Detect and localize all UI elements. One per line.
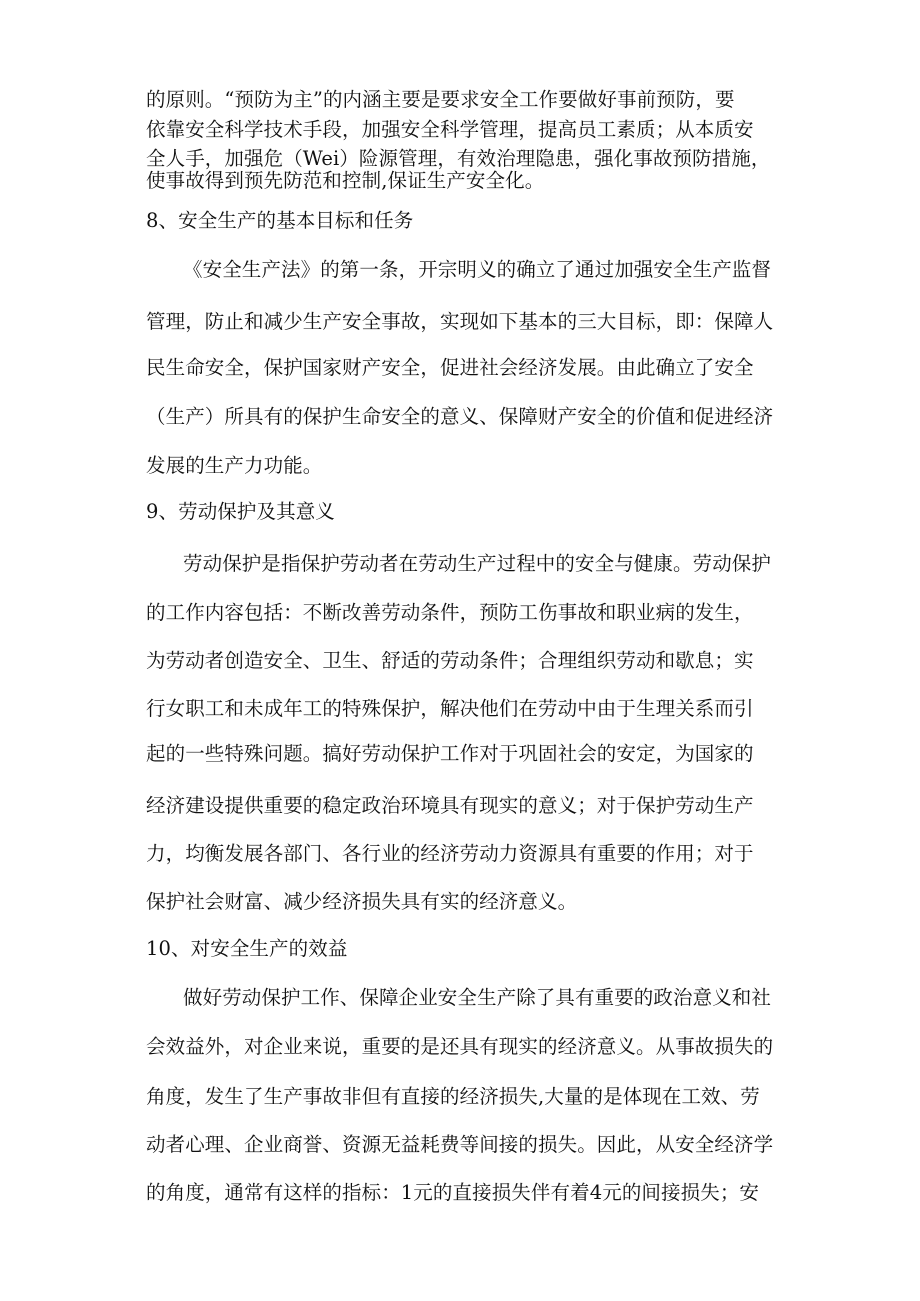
intro-line: 依靠安全科学技术手段，加强安全科学管理，提高员工素质；从本质安 [146,118,754,141]
paragraph-line: 的工作内容包括：不断改善劳动条件，预防工伤事故和职业病的发生， [146,601,754,624]
paragraph-line: 劳动保护是指保护劳动者在劳动生产过程中的安全与健康。劳动保护 [183,552,772,575]
paragraph-line: 会效益外，对企业来说，重要的是还具有现实的经济意义。从事故损失的 [146,1035,774,1058]
paragraph-line: 力，均衡发展各部门、各行业的经济劳动力资源具有重要的作用；对于 [146,842,754,865]
intro-line: 的原则。“预防为主”的内涵主要是要求安全工作要做好事前预防，要 [146,88,735,111]
intro-line: 使事故得到预先防范和控制,保证生产安全化。 [146,169,545,192]
paragraph-line: 为劳动者创造安全、卫生、舒适的劳动条件；合理组织劳动和歇息；实 [146,649,754,672]
paragraph-line: 动者心理、企业商誉、资源无益耗费等间接的损失。因此，从安全经济学 [146,1133,774,1156]
paragraph-line: （生产）所具有的保护生命安全的意义、保障财产安全的价值和促进经济 [146,405,774,428]
paragraph-line: 《安全生产法》的第一条，开宗明义的确立了通过加强安全生产监督 [183,258,772,281]
intro-line: 全人手，加强危（Wei）险源管理，有效治理隐患，强化事故预防措施， [146,147,771,170]
paragraph-line: 角度，发生了生产事故非但有直接的经济损失,大量的是体现在工效、劳 [146,1085,760,1108]
section-heading: 10、对安全生产的效益 [146,937,348,960]
paragraph-line: 发展的生产力功能。 [146,454,323,477]
paragraph-line: 起的一些特殊问题。搞好劳动保护工作对于巩固社会的安定，为国家的 [146,742,754,765]
paragraph-line: 行女职工和未成年工的特殊保护，解决他们在劳动中由于生理关系而引 [146,697,754,720]
section-heading: 8、安全生产的基本目标和任务 [146,209,414,232]
paragraph-line: 民生命安全，保护国家财产安全，促进社会经济发展。由此确立了安全 [146,356,754,379]
section-heading: 9、劳动保护及其意义 [146,500,335,523]
paragraph-line: 做好劳动保护工作、保障企业安全生产除了具有重要的政治意义和社 [183,986,772,1009]
paragraph-line: 的角度，通常有这样的指标：1元的直接损失伴有着4元的间接损失；安 [146,1181,760,1204]
paragraph-line: 管理，防止和减少生产安全事故，实现如下基本的三大目标，即：保障人 [146,310,774,333]
paragraph-line: 保护社会财富、减少经济损失具有实的经济意义。 [146,890,578,913]
paragraph-line: 经济建设提供重要的稳定政治环境具有现实的意义；对于保护劳动生产 [146,794,754,817]
